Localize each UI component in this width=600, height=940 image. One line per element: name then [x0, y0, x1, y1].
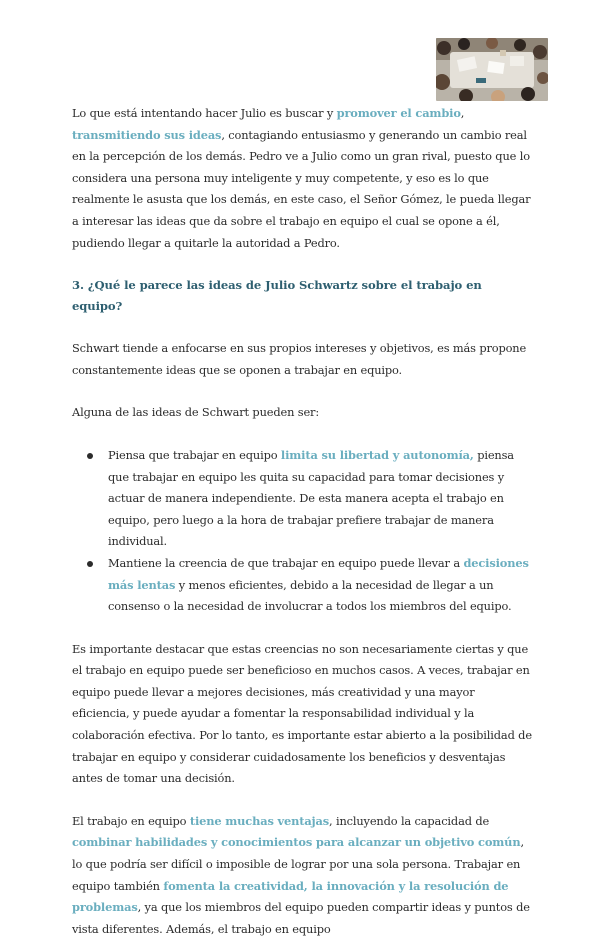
document-body — [72, 103, 532, 940]
paragraph-julio: Lo que está intentando hacer Julio es buscar y promover el cambio, transmitiendo sus ideas, contagiando entusiasmo y generando un cambio real en la percepción de los demás. Pedro ve a Julio como un gran rival, puesto que lo considera una persona muy inteligente y muy competente, y eso es lo que realmente le asusta que los demás, en este caso, el Señor Gómez, le pueda llegar a interesar las ideas que da sobre el trabajo en equipo el cual se opone a él, pudiendo llegar a quitarle la autoridad a Pedro. — [72, 106, 531, 250]
paragraph-schwart: Schwart tiende a enfocarse en sus propios intereses y objetivos, es más propone constantemente ideas que se oponen a trabajar en equipo. — [72, 341, 527, 377]
paragraph-ventajas: El trabajo en equipo tiene muchas ventajas, incluyendo la capacidad de combinar habilidades y conocimientos para alcanzar un objetivo común, lo que podría ser difícil o imposible de lograr por una sola persona. Trabajar en equipo también fomenta la creatividad, la innovación y la resolución de problemas, ya que los miembros del equipo pueden compartir ideas y puntos de vista diferentes. Además, el trabajo en equipo — [72, 813, 530, 936]
highlight-muchas-ventajas: tiene muchas ventajas — [189, 813, 330, 828]
paragraph-importante: Es importante destacar que estas creencias no son necesariamente ciertas y que el trabajo en equipo puede ser beneficioso en muchos casos. A veces, trabajar en equipo puede llevar a mejores decisiones, más creatividad y una mayor eficiencia, y puede ayudar a fomentar la responsabilidad individual y la colaboración efectiva. Por lo tanto, es importante estar abierto a la posibilidad de trabajar en equipo y considerar cuidadosamente los beneficios y desventajas antes de tomar una decisión. — [72, 641, 532, 786]
highlight-limita-libertad: limita su libertad y autonomía, — [280, 447, 474, 462]
list-item: Piensa que trabajar en equipo limita su libertad y autonomía, piensa que trabajar en equipo les quita su capacidad para tomar decisiones y actuar de manera independiente. De esta manera acepta el trabajo en equipo, pero luego a la hora de trabajar prefiere trabajar de manera individual. — [108, 445, 532, 553]
highlight-fomenta-creatividad: fomenta la creatividad, la innovación y la resolución de problemas — [72, 878, 509, 915]
bullet-icon — [87, 453, 93, 459]
highlight-transmitiendo-ideas: transmitiendo sus ideas — [72, 127, 222, 142]
paragraph-ideas-intro: Alguna de las ideas de Schwart pueden ser: — [72, 405, 320, 420]
bullet-icon — [87, 561, 93, 567]
team-meeting-photo-icon — [436, 38, 548, 101]
highlight-decisiones-lentas: decisiones más lentas — [108, 555, 529, 592]
section-heading: 3. ¿Qué le parece las ideas de Julio Schwartz sobre el trabajo en equipo? — [72, 278, 482, 314]
team-meeting-photo — [436, 38, 548, 101]
highlight-promover-cambio: promover el cambio — [336, 106, 461, 120]
ideas-list — [72, 445, 532, 618]
list-item: Mantiene la creencia de que trabajar en equipo puede llevar a decisiones más lentas y menos eficientes, debido a la necesidad de llegar a un consenso o la necesidad de involucrar a todos los miembros del equipo. — [108, 553, 532, 618]
highlight-combinar-habilidades: combinar habilidades y conocimientos para alcanzar un objetivo común — [72, 835, 521, 850]
